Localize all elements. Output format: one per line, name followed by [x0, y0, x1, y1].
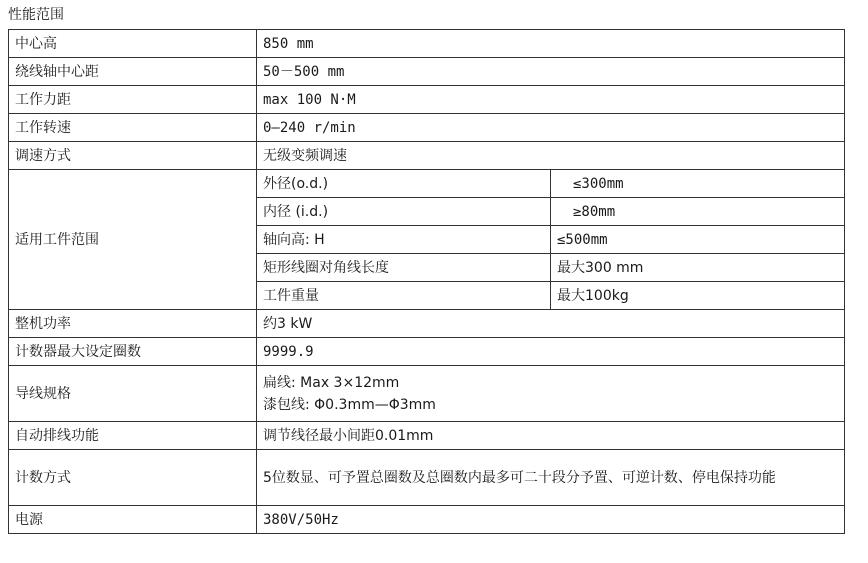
- row-value: 约3 kW: [257, 310, 845, 338]
- enamel-wire-spec: 漆包线: Φ0.3mm—Φ3mm: [263, 396, 436, 413]
- performance-spec-table: [8, 29, 845, 534]
- table-row: [9, 30, 845, 58]
- workpiece-item-value: 最大300 mm: [551, 254, 845, 282]
- table-row: [9, 58, 845, 86]
- row-label: 调速方式: [9, 142, 257, 170]
- table-row: [9, 366, 845, 422]
- workpiece-item-name: 轴向高: H: [257, 226, 551, 254]
- row-label: 计数器最大设定圈数: [9, 338, 257, 366]
- row-value: 9999.9: [257, 338, 845, 366]
- row-label: 工作转速: [9, 114, 257, 142]
- row-value: 5位数显、可予置总圈数及总圈数内最多可二十段分予置、可逆计数、停电保持功能: [257, 450, 845, 506]
- row-value: 无级变频调速: [257, 142, 845, 170]
- workpiece-item-name: 内径 (i.d.): [257, 198, 551, 226]
- workpiece-item-value: ≤500mm: [551, 226, 845, 254]
- row-value: 850 mm: [257, 30, 845, 58]
- row-label: 计数方式: [9, 450, 257, 506]
- row-label: 绕线轴中心距: [9, 58, 257, 86]
- table-row: [9, 450, 845, 506]
- workpiece-item-name: 矩形线圈对角线长度: [257, 254, 551, 282]
- table-row: [9, 114, 845, 142]
- row-label: 整机功率: [9, 310, 257, 338]
- workpiece-item-name: 工件重量: [257, 282, 551, 310]
- table-row: [9, 338, 845, 366]
- row-label: 导线规格: [9, 366, 257, 422]
- workpiece-item-value: 最大100kg: [551, 282, 845, 310]
- row-label: 自动排线功能: [9, 422, 257, 450]
- table-row: [9, 142, 845, 170]
- table-row: [9, 506, 845, 534]
- table-row: [9, 422, 845, 450]
- row-value: 50－500 mm: [257, 58, 845, 86]
- table-row: [9, 86, 845, 114]
- workpiece-item-value: ≥80mm: [551, 198, 845, 226]
- row-label: 中心高: [9, 30, 257, 58]
- row-value: 380V/50Hz: [257, 506, 845, 534]
- workpiece-item-value: ≤300mm: [551, 170, 845, 198]
- row-value: 调节线径最小间距0.01mm: [257, 422, 845, 450]
- row-label: 适用工件范围: [9, 170, 257, 310]
- table-row: [9, 310, 845, 338]
- section-title: 性能范围: [8, 7, 64, 23]
- wire-spec-cell: [257, 366, 845, 422]
- row-label: 电源: [9, 506, 257, 534]
- row-label: 工作力距: [9, 86, 257, 114]
- workpiece-item-name: 外径(o.d.): [257, 170, 551, 198]
- flat-wire-spec: 扁线: Max 3×12mm: [263, 374, 400, 391]
- table-row: [9, 170, 845, 198]
- row-value: max 100 N·M: [257, 86, 845, 114]
- row-value: 0—240 r/min: [257, 114, 845, 142]
